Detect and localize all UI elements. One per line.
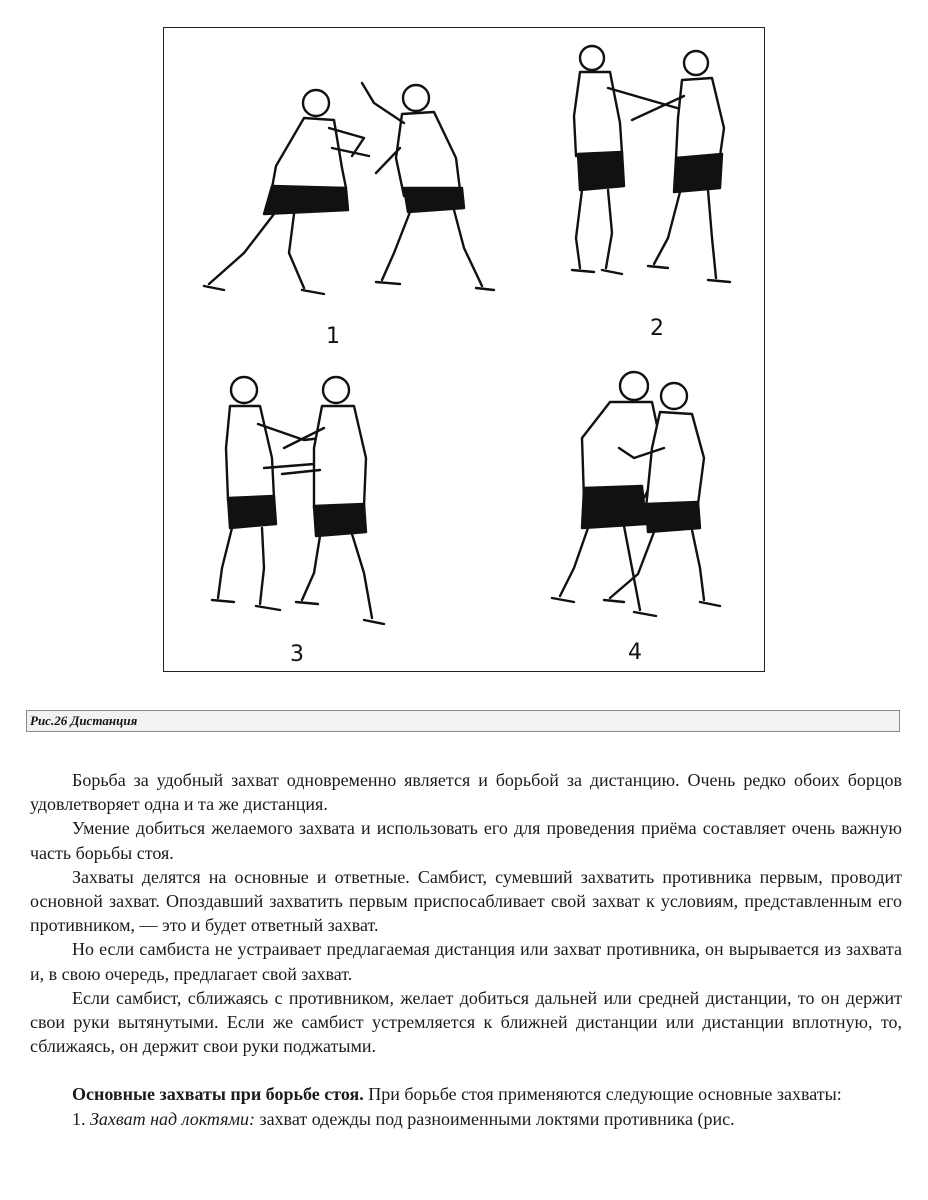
section-heading: Основные захваты при борьбе стоя. bbox=[72, 1084, 364, 1105]
paragraph: Захваты делятся на основные и ответные. Самбист, сумевший захватить противника первым, проводит основной захват. Опоздавший захватить первым приспосабливает свой захват к условиям, представленным его противником, — это и будет ответный захват. bbox=[30, 866, 902, 936]
figure-number-4: 4 bbox=[628, 640, 642, 665]
list-item-number: 1. bbox=[72, 1108, 90, 1129]
paragraph: Умение добиться желаемого захвата и использовать его для проведения приёма составляет очень важную часть борьбы стоя. bbox=[30, 818, 902, 863]
figure-number-1: 1 bbox=[326, 324, 340, 349]
list-item bbox=[30, 1107, 902, 1131]
figure-illustration bbox=[163, 27, 765, 672]
wrestlers-drawing bbox=[164, 28, 764, 671]
figure-number-2: 2 bbox=[650, 316, 664, 341]
list-item-text: захват одежды под разноименными локтями противника (рис. bbox=[254, 1108, 735, 1129]
figure-number-3: 3 bbox=[290, 642, 304, 667]
section-paragraph bbox=[30, 1082, 902, 1106]
list-item-term: Захват над локтями: bbox=[90, 1108, 255, 1129]
panel-4-wrestlers bbox=[552, 372, 720, 616]
paragraph: Борьба за удобный захват одновременно является и борьбой за дистанцию. Очень редко обоих борцов удовлетворяет одна и та же дистанция. bbox=[30, 770, 902, 815]
panel-2-wrestlers bbox=[572, 46, 730, 282]
paragraph: Но если самбиста не устраивает предлагаемая дистанция или захват противника, он вырывается из захвата и, в свою очередь, предлагает свой захват. bbox=[30, 939, 902, 984]
panel-1-wrestlers bbox=[204, 83, 494, 294]
section-intro: При борьбе стоя применяются следующие основные захваты: bbox=[363, 1084, 842, 1105]
paragraph: Если самбист, сближаясь с противником, желает добиться дальней или средней дистанции, то он держит свои руки вытянутыми. Если же самбист устремляется к ближней дистанции или дистанции вплотную, то, сближаясь, он держит свои руки поджатыми. bbox=[30, 987, 902, 1057]
panel-3-wrestlers bbox=[212, 377, 384, 624]
figure-caption: Рис.26 Дистанция bbox=[26, 710, 900, 732]
body-text bbox=[30, 768, 902, 1131]
